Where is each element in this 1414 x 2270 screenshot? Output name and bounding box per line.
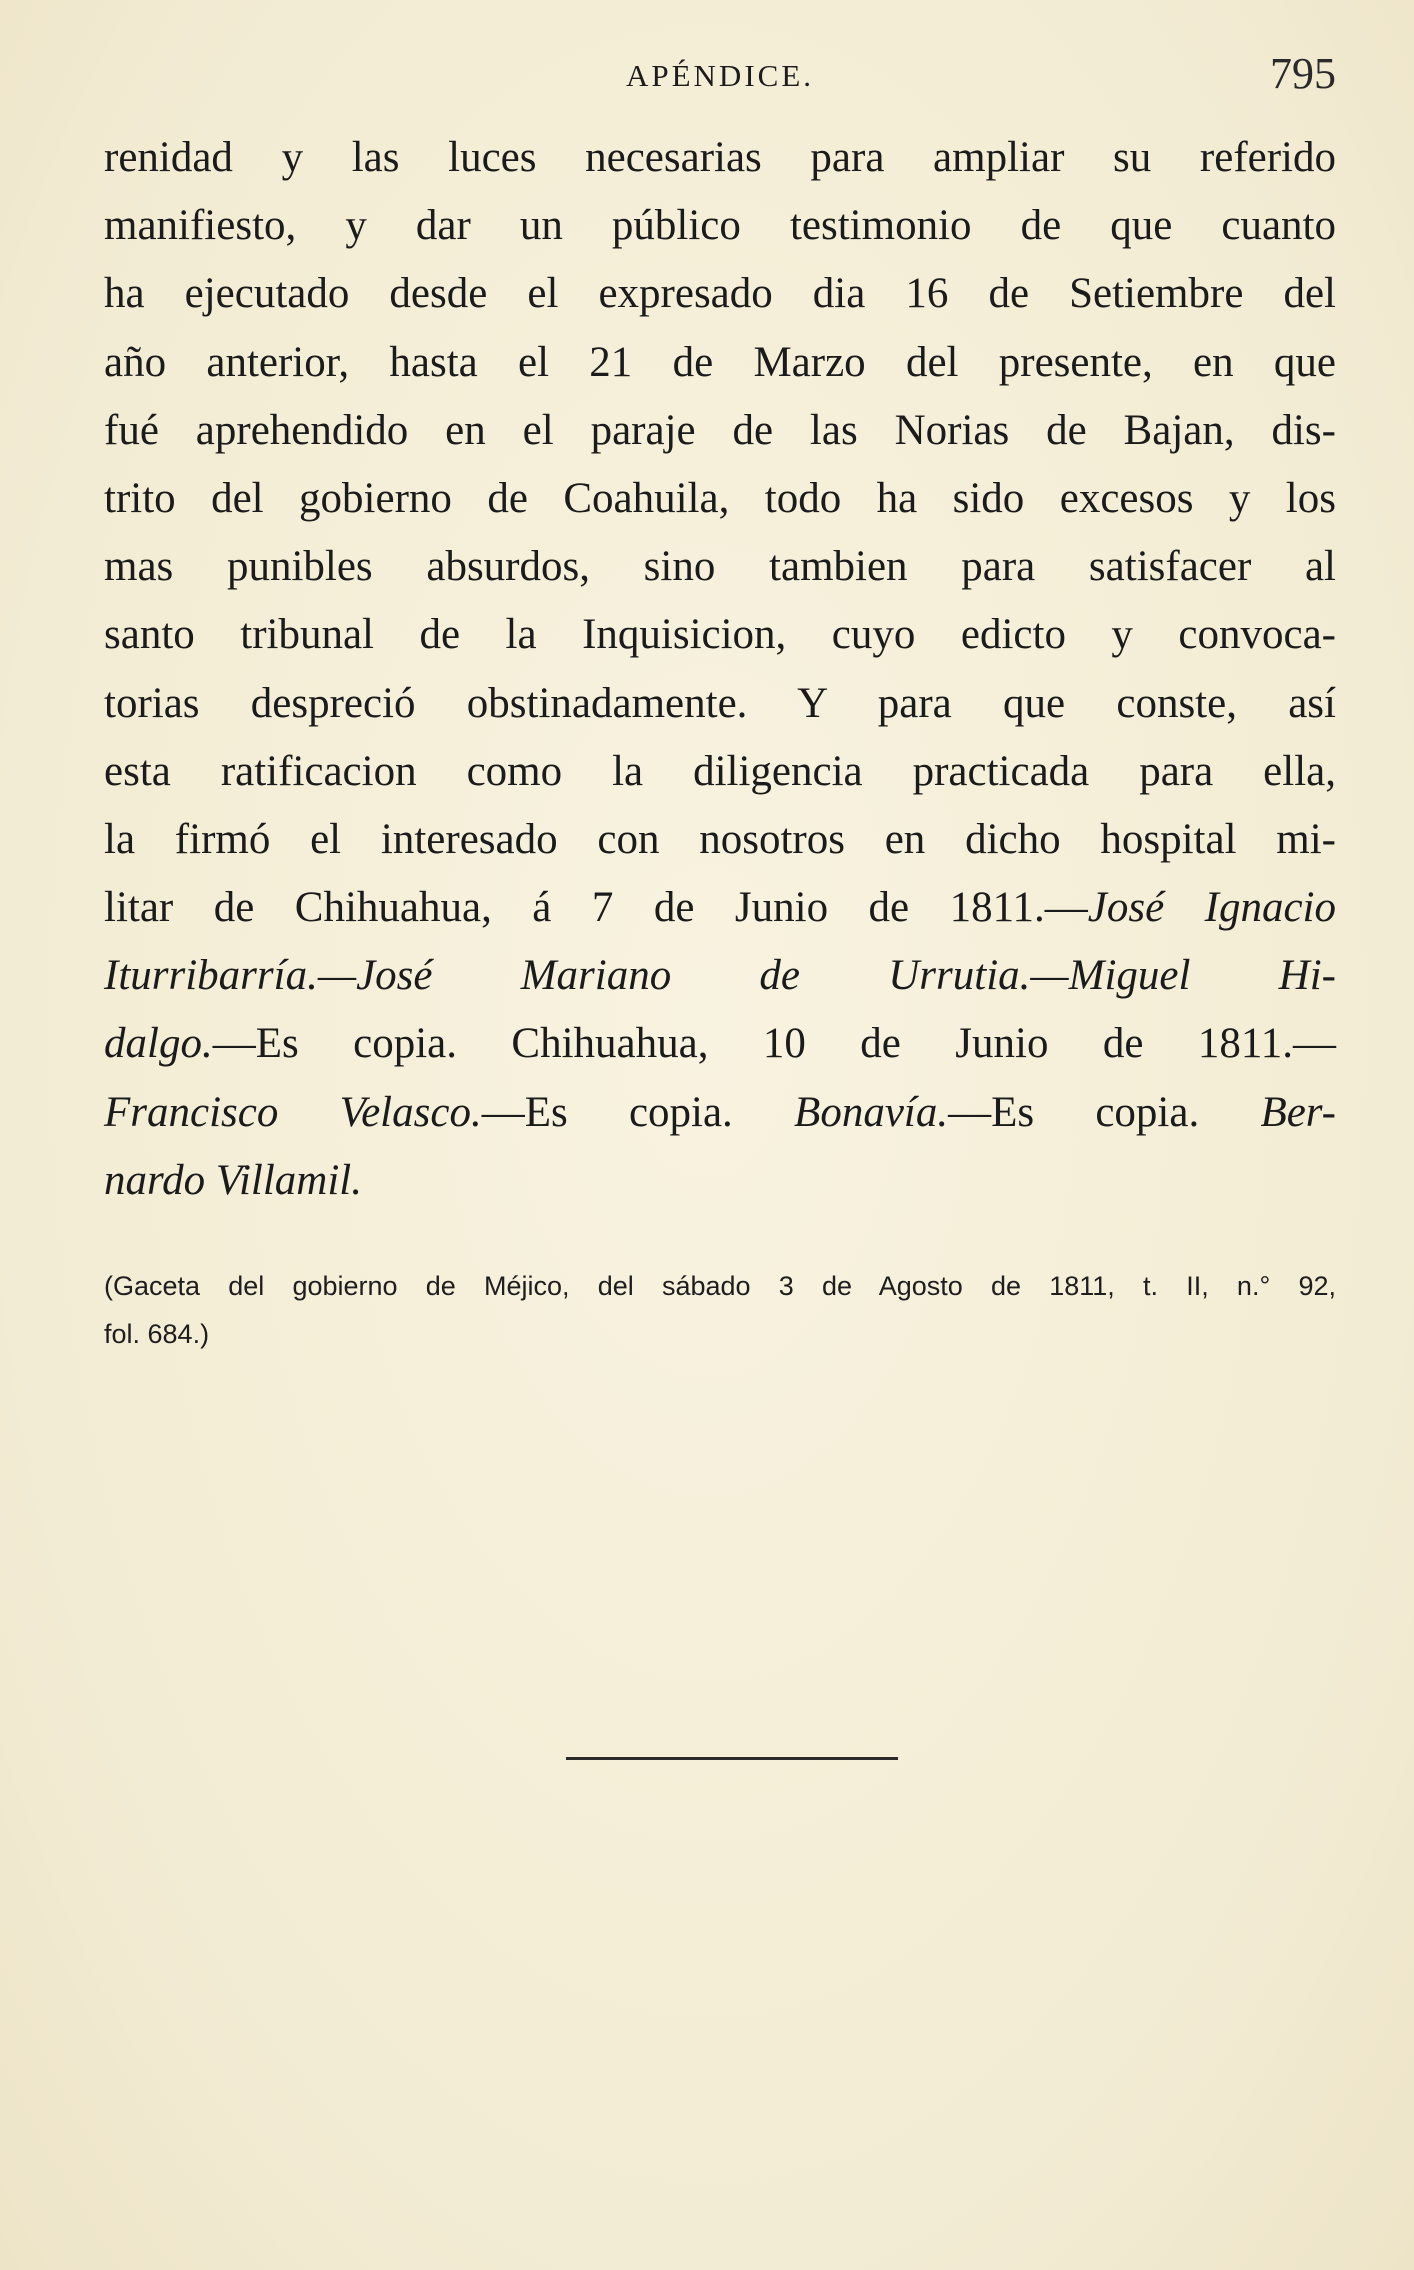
text-line — [104, 1147, 1336, 1215]
text-line: esta ratificacion como la diligencia practicada para ella, — [104, 747, 1336, 795]
citation-line: (Gaceta del gobierno de Méjico, del sábado 3 de Agosto de 1811, t. II, n.° 92, — [104, 1271, 1336, 1301]
text-line: trito del gobierno de Coahuila, todo ha sido excesos y los — [104, 474, 1336, 522]
text-line: torias despreció obstinadamente. Y para que conste, así — [104, 679, 1336, 727]
signatory-name: nardo Villamil. — [104, 1156, 362, 1204]
running-head — [104, 48, 1336, 102]
text-line: la firmó el interesado con nosotros en dicho hospital mi- — [104, 815, 1336, 863]
text-line: ha ejecutado desde el expresado dia 16 de Setiembre del — [104, 270, 1336, 318]
running-title: APÉNDICE. — [625, 58, 815, 93]
text-segment: —Es copia. Chihuahua, 10 de Junio de 1811.— — [212, 1020, 1336, 1068]
end-rule — [566, 1757, 898, 1760]
text-line: manifiesto, y dar un público testimonio de que cuanto — [104, 202, 1336, 250]
signatory-name: José Ignacio — [1087, 884, 1336, 932]
text-line — [104, 874, 1336, 942]
text-line: fué aprehendido en el paraje de las Norias de Bajan, dis- — [104, 406, 1336, 454]
signatory-name: Francisco Velasco. — [104, 1088, 482, 1136]
signatory-name: Ber- — [1260, 1088, 1336, 1136]
citation-line: fol. 684.) — [104, 1319, 210, 1349]
text-line: renidad y las luces necesarias para ampliar su referido — [104, 134, 1336, 181]
signatory-name: dalgo. — [104, 1020, 213, 1068]
source-citation — [104, 1262, 1336, 1358]
text-line — [104, 1079, 1336, 1147]
text-line: mas punibles absurdos, sino tambien para satisfacer al — [104, 543, 1336, 591]
text-line: año anterior, hasta el 21 de Marzo del presente, en que — [104, 338, 1336, 386]
signatory-names: Iturribarría.—José Mariano de Urrutia.—Miguel Hi- — [104, 952, 1336, 1000]
text-segment: litar de Chihuahua, á 7 de Junio de 1811.— — [104, 884, 1088, 932]
page-number: 795 — [1270, 49, 1336, 98]
signatory-name: Bonavía. — [794, 1088, 949, 1136]
text-segment: —Es copia. — [481, 1088, 795, 1136]
text-line — [104, 1010, 1336, 1078]
body-text — [104, 124, 1336, 1215]
text-segment: —Es copia. — [948, 1088, 1261, 1136]
text-line — [104, 942, 1336, 1010]
text-line: santo tribunal de la Inquisicion, cuyo edicto y convoca- — [104, 611, 1336, 659]
